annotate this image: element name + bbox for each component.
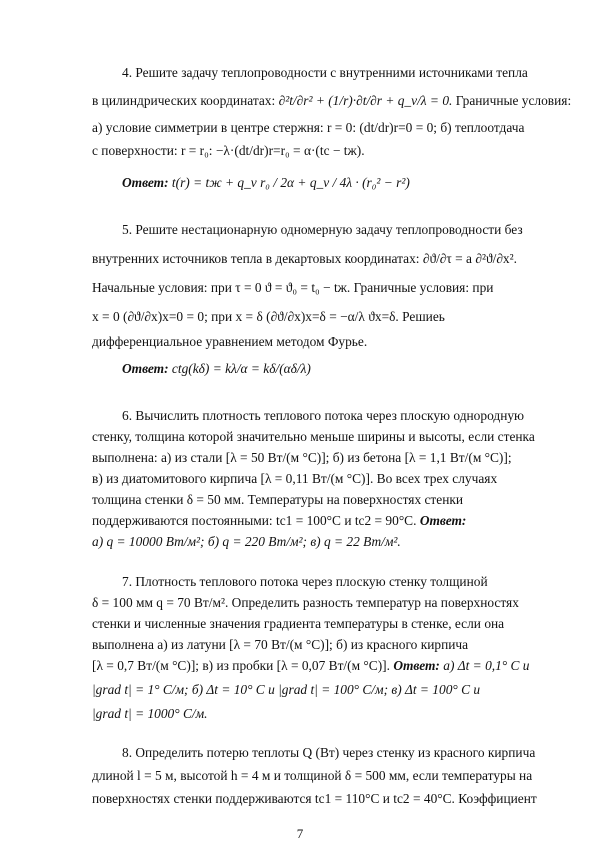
problem-7-line-1: 7. Плотность теплового потока через плоскую стенку толщиной [122, 574, 488, 589]
problem-8-line-3: поверхностях стенки поддерживаются tc1 = 110°C и tc2 = 40°C. Коэффициент [92, 791, 537, 806]
problem-5-line-4: x = 0 (∂ϑ/∂x)x=0 = 0; при x = δ (∂ϑ/∂x)x=δ = −α/λ ϑx=δ. Решиеь [92, 309, 445, 324]
problem-6-line-1: 6. Вычислить плотность теплового потока через плоскую однородную [122, 408, 525, 423]
answer-formula: t(r) = tж + q_v r₀ / 2α + q_v / 4λ · (r₀² − r²) [171, 175, 410, 190]
problem-6-line-3: выполнена: а) из стали [λ = 50 Вт/(м °C)]; б) из бетона [λ = 1,1 Вт/(м °C)]; [92, 450, 512, 465]
heat-equation: ∂²t/∂r² + (1/r)·∂t/∂r + q_v/λ = 0. [278, 93, 453, 108]
problem-6-line-6 [92, 510, 512, 531]
problem-7-text: [λ = 0,7 Вт/(м °C)]; в) из пробки [λ = 0,07 Вт/(м °C)]. [92, 658, 390, 673]
problem-7-line-3: стенки и численные значения градиента температуры в стенке, если она [92, 616, 505, 631]
boundary-label: Граничные условия: [455, 93, 572, 108]
answer-label: Ответ: [122, 361, 169, 376]
problem-7-line-4: выполнена а) из латуни [λ = 70 Вт/(м °C)]; б) из красного кирпича [92, 637, 469, 652]
problem-8-line-1: 8. Определить потерю теплоты Q (Вт) через стенку из красного кирпича [122, 745, 536, 760]
problem-7-line-7: |grad t| = 1000° C/м. [92, 706, 208, 721]
problem-7-line-6: |grad t| = 1° C/м; б) Δt = 10° C и |grad t| = 100° C/м; в) Δt = 100° C и [92, 682, 481, 697]
problem-6-answer: а) q = 10000 Вт/м²; б) q = 220 Вт/м²; в) q = 22 Вт/м². [92, 534, 401, 549]
problem-6-line-4: в) из диатомитового кирпича [λ = 0,11 Вт/(м °C)]. Во всех трех случаях [92, 471, 498, 486]
problem-5-line-1: 5. Решите нестационарную одномерную задачу теплопроводности без [122, 222, 523, 237]
answer-label: Ответ: [393, 658, 440, 673]
problem-4-answer [92, 172, 512, 193]
problem-4-line-3: а) условие симметрии в центре стержня: r = 0: (dt/dr)r=0 = 0; б) теплоотдача [92, 120, 525, 135]
problem-4-text: в цилиндрических координатах: [92, 93, 276, 108]
problem-6-line-2: стенку, толщина которой значительно меньше ширины и высоты, если стенка [92, 429, 535, 444]
problem-6-text: поддерживаются постоянными: tc1 = 100°C и tc2 = 90°C. [92, 513, 417, 528]
problem-7-line-2: δ = 100 мм q = 70 Вт/м². Определить разность температур на поверхностях [92, 595, 519, 610]
answer-label: Ответ: [122, 175, 169, 190]
problem-5-line-5: дифференциальное уравнением методом Фурье. [92, 334, 368, 349]
problem-4-line-4: с поверхности: r = r₀: −λ·(dt/dr)r=r₀ = α·(tc − tж). [92, 143, 365, 158]
problem-6-line-5: толщина стенки δ = 50 мм. Температуры на поверхностях стенки [92, 492, 464, 507]
answer-formula: ctg(kδ) = kλ/α = kδ/(αδ/λ) [171, 361, 311, 376]
problem-5-answer [92, 358, 512, 379]
answer-part-a: а) Δt = 0,1° C и [443, 658, 530, 673]
problem-4-line-2 [92, 90, 572, 111]
problem-5-line-3: Начальные условия: при τ = 0 ϑ = ϑ₀ = t₀ − tж. Граничные условия: при [92, 280, 494, 295]
problem-7-line-5 [92, 655, 530, 676]
problem-8-line-2: длиной l = 5 м, высотой h = 4 м и толщиной δ = 500 мм, если температуры на [92, 768, 533, 783]
answer-label: Ответ: [419, 513, 467, 528]
page-number: 7 [296, 826, 304, 841]
problem-4-line-1: 4. Решите задачу теплопроводности с внутренними источниками тепла [122, 65, 528, 80]
problem-5-line-2: внутренних источников тепла в декартовых координатах: ∂ϑ/∂τ = a ∂²ϑ/∂x². [92, 251, 517, 266]
